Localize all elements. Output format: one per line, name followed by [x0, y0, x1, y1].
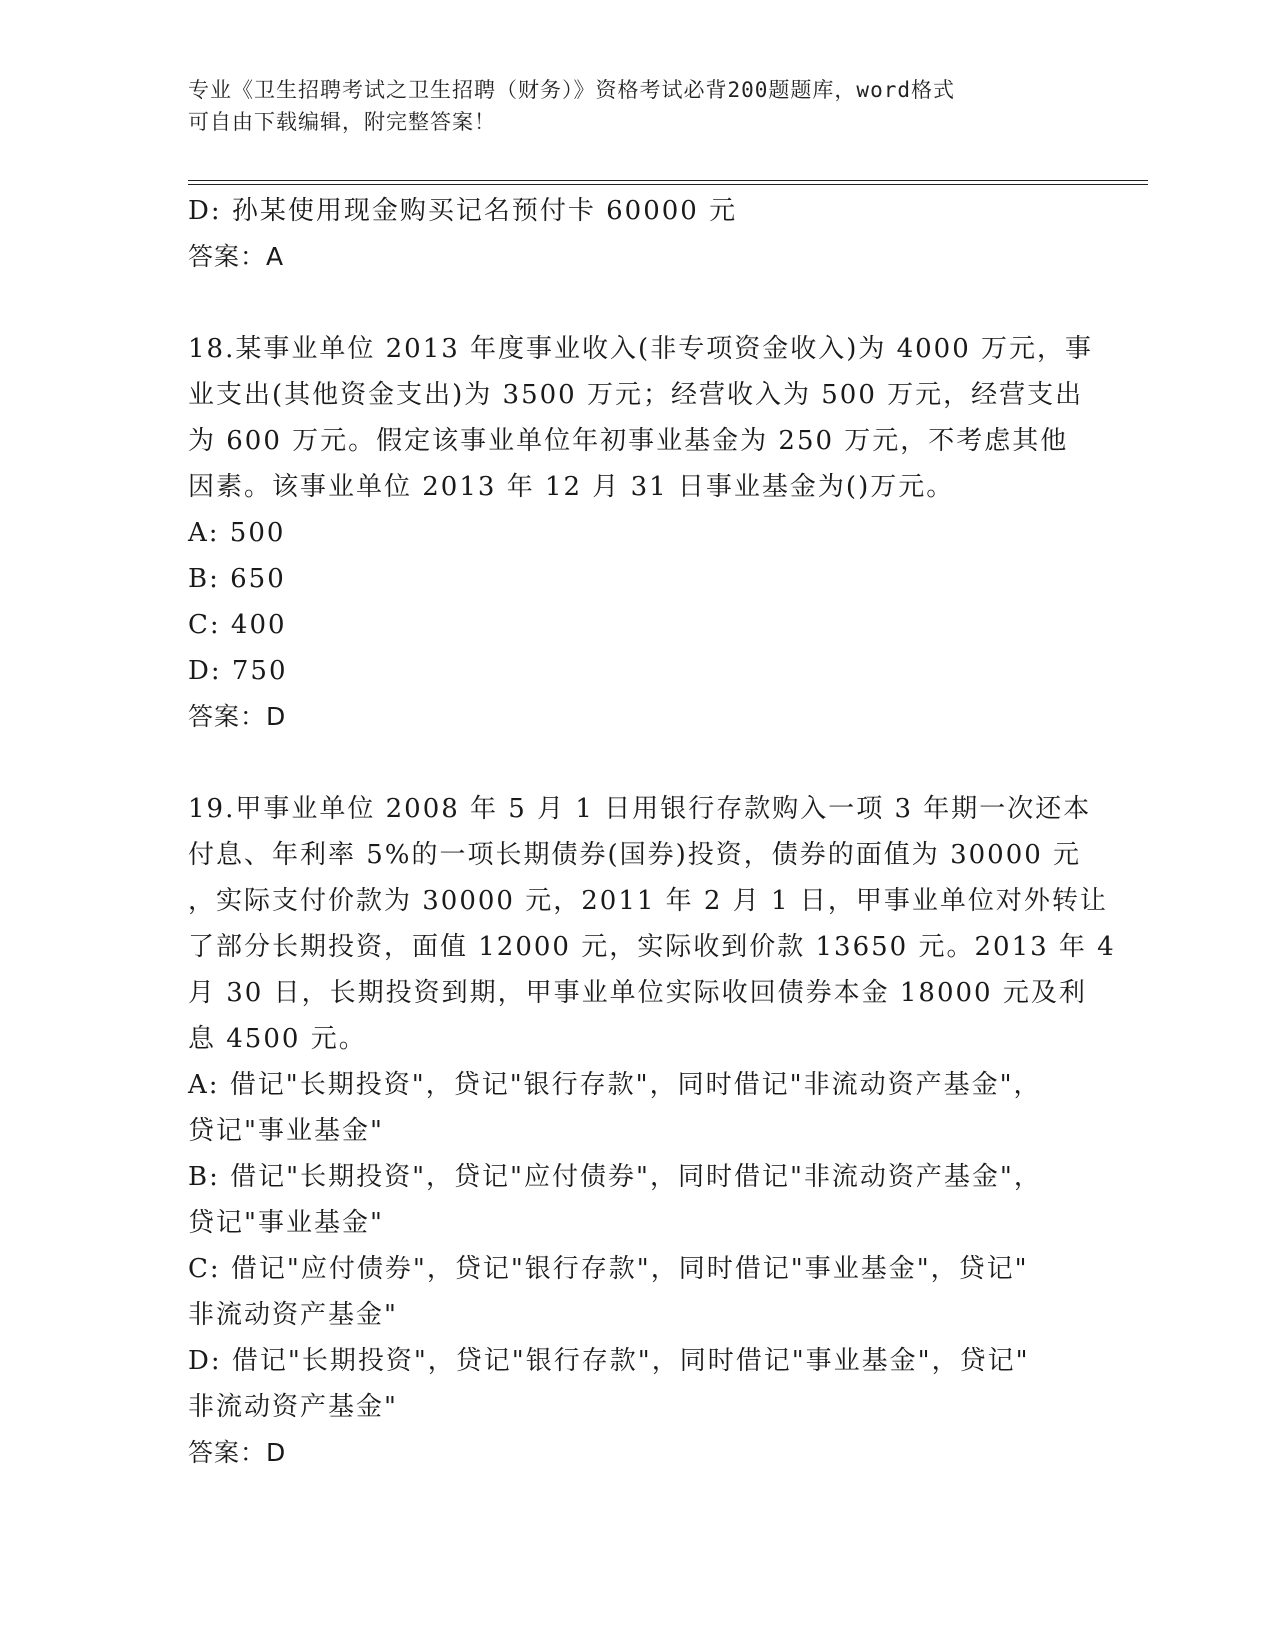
spacer: [188, 280, 1088, 326]
q19-stem-line: 了部分长期投资，面值 12000 元，实际收到价款 13650 元。2013 年 4: [188, 932, 1116, 962]
q19-option-a-line-2: 贷记"事业基金": [188, 1116, 384, 1146]
q19-stem-line: 19.甲事业单位 2008 年 5 月 1 日用银行存款购入一项 3 年期一次还本: [188, 794, 1092, 824]
q19-option-c-line-2: 非流动资产基金": [188, 1300, 398, 1330]
q18-stem-line: 为 600 万元。假定该事业单位年初事业基金为 250 万元，不考虑其他: [188, 426, 1069, 456]
q19-option-b-line-1: B: 借记"长期投资"，贷记"应付债券"，同时借记"非流动资产基金"，: [188, 1162, 1042, 1192]
q19-option-b-line-2: 贷记"事业基金": [188, 1208, 384, 1238]
q19-stem-line: 月 30 日，长期投资到期，甲事业单位实际收回债券本金 18000 元及利: [188, 978, 1087, 1008]
q18-stem-line: 因素。该事业单位 2013 年 12 月 31 日事业基金为()万元。: [188, 472, 955, 502]
q19-option-d-line-1: D: 借记"长期投资"，贷记"银行存款"，同时借记"事业基金"，贷记": [188, 1346, 1030, 1376]
q18-option-a: A: 500: [188, 518, 286, 548]
q19-stem-line: 付息、年利率 5%的一项长期债券(国券)投资，债券的面值为 30000 元: [188, 840, 1082, 870]
q19-option-a-line-1: A: 借记"长期投资"，贷记"银行存款"，同时借记"非流动资产基金"，: [188, 1070, 1042, 1100]
document-body: [188, 188, 1116, 1476]
header-line-1: 专业《卫生招聘考试之卫生招聘（财务）》资格考试必背200题题库，word格式: [188, 78, 955, 102]
q17-option-d: D: 孙某使用现金购买记名预付卡 60000 元: [188, 196, 738, 226]
q18-option-d: D: 750: [188, 656, 288, 686]
q19-stem-line: ，实际支付价款为 30000 元，2011 年 2 月 1 日，甲事业单位对外转让: [188, 886, 1108, 916]
header-divider-top: [188, 180, 1148, 181]
header-divider-bottom: [188, 184, 1148, 185]
q19-option-d-line-2: 非流动资产基金": [188, 1392, 398, 1422]
spacer: [188, 740, 1088, 786]
q17-answer: 答案：A: [188, 242, 285, 271]
q18-stem-line: 业支出(其他资金支出)为 3500 万元；经营收入为 500 万元，经营支出: [188, 380, 1084, 410]
q18-stem-line: 18.某事业单位 2013 年度事业收入(非专项资金收入)为 4000 万元，事: [188, 334, 1094, 364]
question-18: [188, 326, 1094, 740]
q18-option-c: C: 400: [188, 610, 287, 640]
header-line-2: 可自由下载编辑，附完整答案！: [188, 110, 496, 134]
q18-answer: 答案：D: [188, 702, 287, 731]
q18-option-b: B: 650: [188, 564, 286, 594]
q19-option-c-line-1: C: 借记"应付债券"，贷记"银行存款"，同时借记"事业基金"，贷记": [188, 1254, 1029, 1284]
q19-answer: 答案：D: [188, 1438, 287, 1467]
q19-stem-line: 息 4500 元。: [188, 1024, 367, 1054]
question-19: [188, 786, 1116, 1476]
document-header: [188, 74, 1068, 138]
